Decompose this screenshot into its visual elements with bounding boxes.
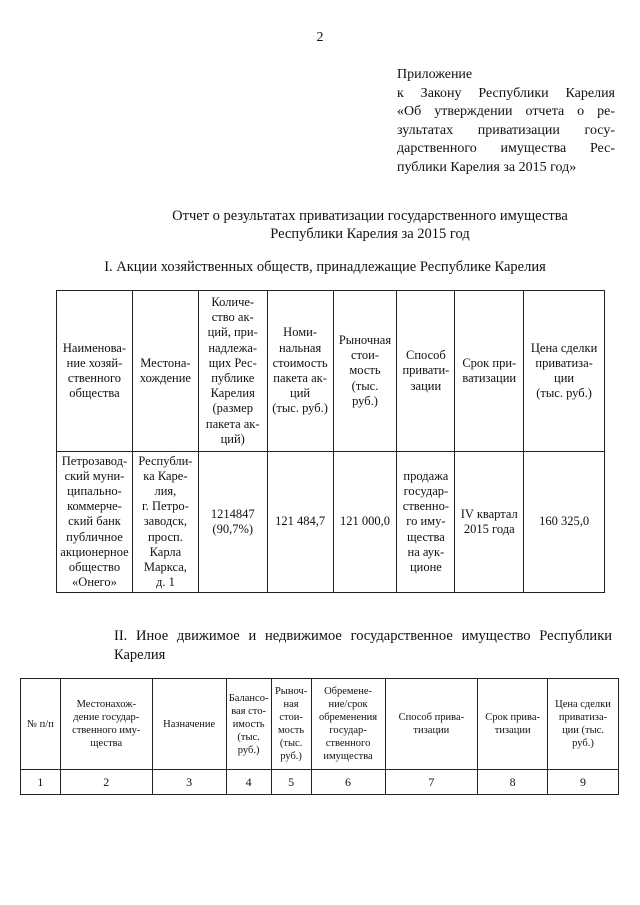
header-cell: Рыночная стои- мость (тыс. руб.) <box>333 291 397 452</box>
report-title-line: Республики Карелия за 2015 год <box>270 226 470 242</box>
table-cell: Республи- ка Каре- лия, г. Петро- заводск, просп. Карла Маркса, д. 1 <box>132 452 198 593</box>
table-row <box>57 452 605 593</box>
header-cell: Рыноч- ная стои- мость (тыс. руб.) <box>271 679 311 770</box>
column-number: 4 <box>226 770 271 795</box>
header-cell: Наименова- ние хозяй- ственного общества <box>57 291 133 452</box>
appendix-line: Приложение <box>397 67 473 82</box>
header-cell: Цена сделки приватиза- ции (тыс. руб.) <box>548 679 619 770</box>
column-number: 5 <box>271 770 311 795</box>
header-cell: Местона- хождение <box>132 291 198 452</box>
header-cell: Срок при- ватизации <box>455 291 524 452</box>
report-title <box>150 207 590 243</box>
column-number: 6 <box>311 770 385 795</box>
appendix-line: публики Карелия за 2015 год» <box>397 159 577 175</box>
header-cell: Местонахож- дение государ- ственного иму- щества <box>60 679 152 770</box>
page-number: 2 <box>316 30 324 45</box>
header-cell: Балансо- вая сто- имость (тыс. руб.) <box>226 679 271 770</box>
table-cell: Петрозавод- ский муни- ципально- коммерче- ский банк публичное акционерное общество «Онего» <box>57 452 133 593</box>
section2-heading <box>114 627 612 664</box>
table-cell: продажа государ- ственно- го иму- щества на аук- ционе <box>397 452 455 593</box>
column-number: 1 <box>21 770 61 795</box>
appendix-note <box>397 66 615 177</box>
column-number: 3 <box>152 770 226 795</box>
header-cell: Срок прива- тизации <box>478 679 548 770</box>
header-cell: Способ привати- зации <box>397 291 455 452</box>
section1-heading: I. Акции хозяйственных обществ, принадлежащие Республике Карелия <box>104 259 546 275</box>
property-table-header <box>21 679 619 770</box>
header-cell: № п/п <box>21 679 61 770</box>
shares-table-header <box>57 291 605 452</box>
header-cell: Номи- нальная стоимость пакета ак- ций (тыс. руб.) <box>267 291 333 452</box>
section2-heading-line: Карелия <box>114 646 166 663</box>
table-cell: 121 484,7 <box>267 452 333 593</box>
report-title-line: Отчет о результатах приватизации государственного имущества <box>172 208 568 224</box>
table-cell: IV квартал 2015 года <box>455 452 524 593</box>
table-cell: 160 325,0 <box>524 452 605 593</box>
appendix-line: «Об утверждении отчета о ре- <box>397 104 615 119</box>
header-cell: Количе- ство ак- ций, при- надлежа- щих Рес- публике Карелия (размер пакета ак- ций) <box>198 291 267 452</box>
appendix-line: к Закону Республики Карелия <box>397 85 615 101</box>
shares-table <box>56 290 605 593</box>
header-cell: Обремене- ние/срок обременения государ- ственного имущества <box>311 679 385 770</box>
property-table <box>20 678 619 795</box>
column-numbers-row <box>21 770 619 795</box>
section2-heading-line: II. Иное движимое и недвижимое государственное имущество Республики <box>114 628 612 644</box>
table-cell: 1214847 (90,7%) <box>198 452 267 593</box>
column-number: 2 <box>60 770 152 795</box>
header-cell: Способ прива- тизации <box>385 679 478 770</box>
column-number: 7 <box>385 770 478 795</box>
header-cell: Назначение <box>152 679 226 770</box>
appendix-line: зультатах приватизации госу- <box>397 122 615 138</box>
appendix-line: дарственного имущества Рес- <box>397 141 615 156</box>
column-number: 8 <box>478 770 548 795</box>
table-cell: 121 000,0 <box>333 452 397 593</box>
column-number: 9 <box>548 770 619 795</box>
header-cell: Цена сделки приватиза- ции (тыс. руб.) <box>524 291 605 452</box>
